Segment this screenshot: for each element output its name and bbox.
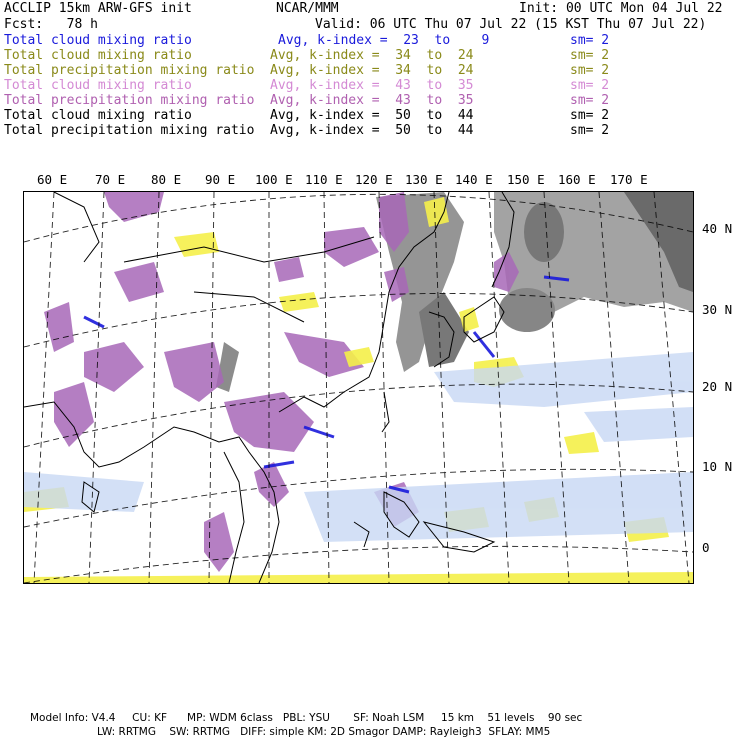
- forecast-hour: Fcst: 78 h: [4, 17, 98, 32]
- longitude-label: 60 E: [37, 172, 68, 187]
- plot-title: ACCLIP 15km ARW-GFS init: [4, 1, 192, 16]
- legend-smoothing: sm= 2: [570, 48, 610, 63]
- legend-smoothing: sm= 2: [570, 93, 610, 108]
- longitude-label: 140 E: [455, 172, 493, 187]
- longitude-label: 160 E: [558, 172, 596, 187]
- latitude-label: 10 N: [702, 459, 733, 474]
- legend-k-index-range: Avg, k-index = 34 to 24: [270, 48, 474, 63]
- legend-smoothing: sm= 2: [570, 108, 610, 123]
- legend-k-index-range: Avg, k-index = 23 to 9: [278, 33, 490, 48]
- legend-k-index-range: Avg, k-index = 50 to 44: [270, 123, 474, 138]
- legend-k-index-range: Avg, k-index = 43 to 35: [270, 93, 474, 108]
- latitude-label: 0: [702, 540, 710, 555]
- longitude-label: 150 E: [507, 172, 545, 187]
- legend-field-label: Total precipitation mixing ratio: [4, 123, 255, 138]
- model-info-line1: Model Info: V4.4 CU: KF MP: WDM 6class PBL: YSU SF: Noah LSM 15 km 51 levels 90 sec: [30, 712, 583, 724]
- legend-smoothing: sm= 2: [570, 123, 610, 138]
- longitude-label: 100 E: [255, 172, 293, 187]
- longitude-label: 90 E: [205, 172, 236, 187]
- legend-field-label: Total cloud mixing ratio: [4, 108, 192, 123]
- legend-field-label: Total precipitation mixing ratio: [4, 63, 255, 78]
- longitude-label: 120 E: [355, 172, 393, 187]
- longitude-label: 130 E: [405, 172, 443, 187]
- longitude-label: 170 E: [610, 172, 648, 187]
- latitude-label: 30 N: [702, 302, 733, 317]
- legend-field-label: Total precipitation mixing ratio: [4, 93, 255, 108]
- legend-smoothing: sm= 2: [570, 63, 610, 78]
- map-canvas: [24, 192, 693, 583]
- longitude-label: 80 E: [151, 172, 182, 187]
- longitude-label: 110 E: [305, 172, 343, 187]
- latitude-label: 20 N: [702, 379, 733, 394]
- legend-smoothing: sm= 2: [570, 78, 610, 93]
- latitude-label: 40 N: [702, 221, 733, 236]
- legend-field-label: Total cloud mixing ratio: [4, 78, 192, 93]
- legend-k-index-range: Avg, k-index = 43 to 35: [270, 78, 474, 93]
- valid-time: Valid: 06 UTC Thu 07 Jul 22 (15 KST Thu 07 Jul 22): [315, 17, 707, 32]
- legend-field-label: Total cloud mixing ratio: [4, 33, 192, 48]
- init-time: Init: 00 UTC Mon 04 Jul 22: [519, 1, 723, 16]
- model-info-line2: LW: RRTMG SW: RRTMG DIFF: simple KM: 2D Smagor DAMP: Rayleigh3 SFLAY: MM5: [97, 726, 551, 738]
- legend-k-index-range: Avg, k-index = 34 to 24: [270, 63, 474, 78]
- legend-k-index-range: Avg, k-index = 50 to 44: [270, 108, 474, 123]
- institution-label: NCAR/MMM: [276, 1, 339, 16]
- legend-smoothing: sm= 2: [570, 33, 610, 48]
- map-panel: [23, 191, 694, 584]
- longitude-label: 70 E: [95, 172, 126, 187]
- legend-field-label: Total cloud mixing ratio: [4, 48, 192, 63]
